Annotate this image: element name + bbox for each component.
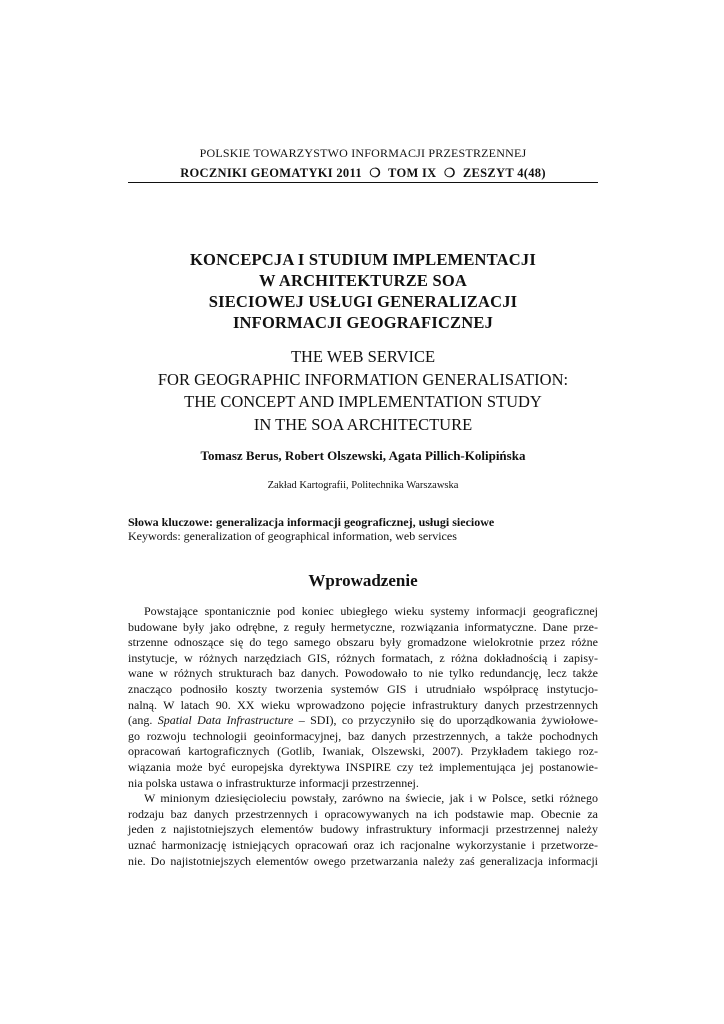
text-line: nalną. W latach 90. XX wieku wprowadzono pojęcie infrastruktury danych przestrzennych	[128, 697, 598, 712]
text-line: budowane były jako odrębne, z reguły hermetyczne, rozwiązania informatyczne. Dane prze-	[128, 619, 598, 634]
text-line: nie. Do najistotniejszych elementów owego przetwarzania należy zaś generalizacja informacji	[128, 853, 598, 868]
title-polish	[128, 249, 598, 333]
affiliation: Zakład Kartografii, Politechnika Warszawska	[267, 480, 459, 491]
text-line: opracowań kartograficznych (Gotlib, Iwaniak, Olszewski, 2007). Przykładem takiego roz-	[128, 744, 598, 759]
text-line: wiązania może być europejska dyrektywa INSPIRE czy też implementująca jej postanowie-	[128, 759, 598, 774]
journal-line	[128, 165, 598, 181]
keywords-english: Keywords: generalization of geographical information, web services	[128, 529, 457, 543]
text-line: wane w różnych strukturach baz danych. Powodowało to nie tylko redundancję, lecz także	[128, 666, 598, 681]
text-line	[128, 713, 598, 729]
text-line: jeden z najistotniejszych elementów budowy infrastruktury informacji przestrzennej należy	[128, 822, 598, 837]
authors: Tomasz Berus, Robert Olszewski, Agata Pillich-Kolipińska	[200, 448, 526, 463]
text-line: strzenne odnoszące się do tego samego obszaru były gromadzone wielokrotnie przez różne	[128, 635, 598, 650]
journal-issue: ZESZYT 4(48)	[462, 166, 546, 180]
journal-name: ROCZNIKI GEOMATYKI 2011	[180, 166, 362, 180]
title-english-line: IN THE SOA ARCHITECTURE	[253, 414, 473, 434]
text-line: nia polska ustawa o infrastrukturze informacji przestrzennej.	[128, 775, 419, 790]
text-line: rodzaju baz danych przestrzennych i opracowywanych na ich podstawie map. Obecnie za	[128, 806, 598, 821]
text-line: uznać harmonizację istniejących opracowań oraz ich racjonalne wykorzystanie i przetworze-	[128, 837, 598, 852]
title-english-line: THE WEB SERVICE	[290, 347, 436, 366]
section-heading: Wprowadzenie	[308, 571, 418, 590]
text-line: Powstające spontanicznie pod koniec ubiegłego wieku systemy informacji geograficznej	[144, 604, 598, 618]
text-line: W minionym dziesięcioleciu powstały, zarówno na świecie, jak i w Polsce, setki różnego	[144, 791, 598, 806]
text-line: instytucje, w różnych narzędziach GIS, różnych formatach, z różna dokładnością i zapisy-	[128, 650, 598, 665]
title-english-line: FOR GEOGRAPHIC INFORMATION GENERALISATION:	[157, 369, 569, 389]
text-fragment: – SDI), co przyczyniło się do uporządkowania żywiołowe-	[293, 713, 598, 728]
body-text	[128, 604, 598, 869]
separator-circle-icon: ❍	[443, 166, 456, 180]
title-polish-line: SIECIOWEJ USŁUGI GENERALIZACJI	[208, 292, 518, 311]
title-english	[128, 346, 598, 436]
header-rule	[128, 182, 598, 183]
text-fragment: (ang.	[128, 713, 158, 728]
text-line: go rozwoju technologii geoinformacyjnej, baz danych przestrzennych, a także pochodnych	[128, 728, 598, 743]
emphasis-term: Spatial Data Infrastructure	[157, 713, 294, 728]
title-english-line: THE CONCEPT AND IMPLEMENTATION STUDY	[184, 392, 542, 411]
text-line: znacząco podnosiło koszty tworzenia systemów GIS i utrudniało współpracę instytucjo-	[128, 681, 598, 696]
journal-header	[128, 146, 598, 181]
separator-circle-icon: ❍	[369, 166, 381, 180]
journal-volume: TOM IX	[388, 166, 437, 180]
title-polish-line: KONCEPCJA I STUDIUM IMPLEMENTACJI	[190, 250, 536, 269]
title-polish-line: INFORMACJI GEOGRAFICZNEJ	[232, 313, 494, 332]
society-name: POLSKIE TOWARZYSTWO INFORMACJI PRZESTRZENNEJ	[199, 146, 527, 160]
keywords-polish: Słowa kluczowe: generalizacja informacji geograficznej, usługi sieciowe	[128, 515, 495, 529]
title-polish-line: W ARCHITEKTURZE SOA	[259, 271, 467, 290]
